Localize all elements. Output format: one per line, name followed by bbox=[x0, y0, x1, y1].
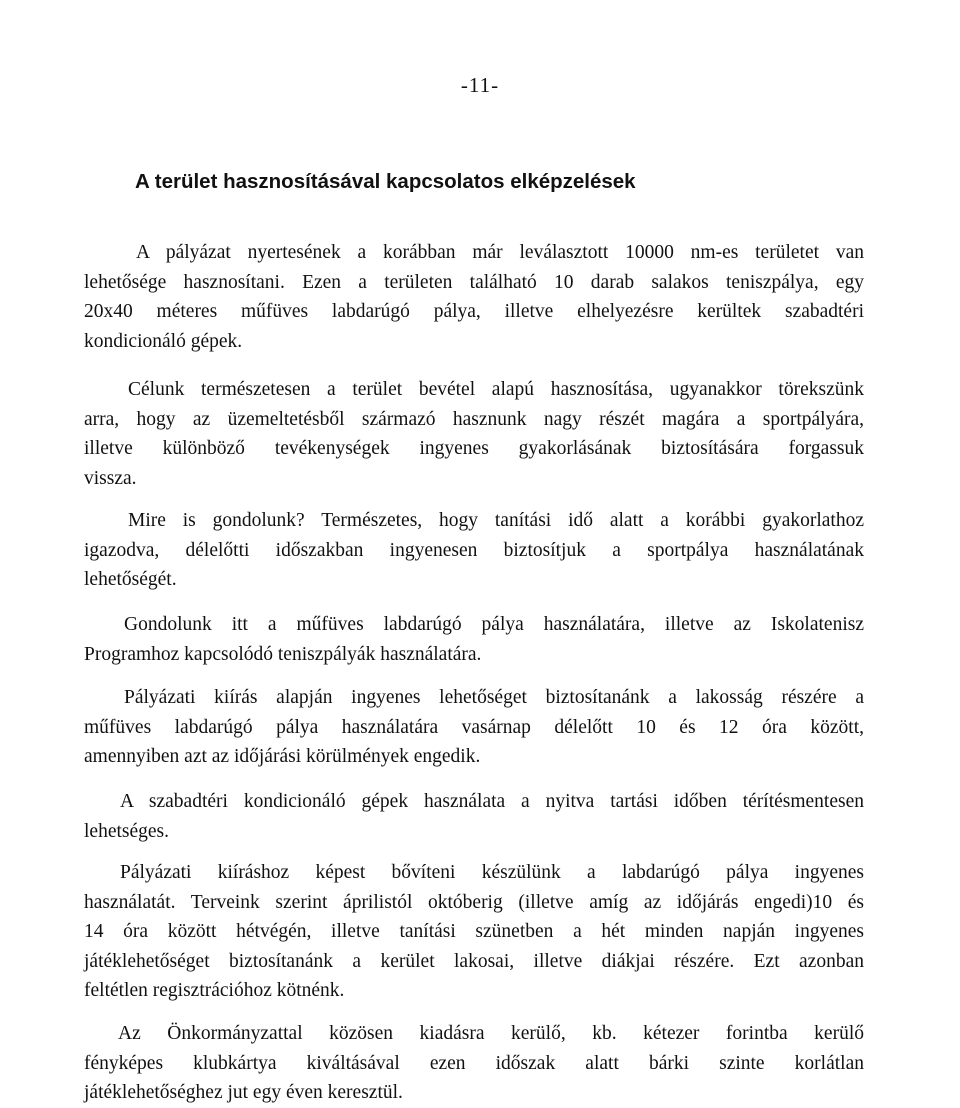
paragraph-8 bbox=[84, 1019, 864, 1108]
paragraph-line: Pályázati kiírás alapján ingyenes lehetőséget biztosítanánk a lakosság részére a bbox=[124, 687, 864, 708]
paragraph-4 bbox=[84, 610, 864, 669]
paragraph-line: Az Önkormányzattal közösen kiadásra kerülő, kb. kétezer forintba kerülő bbox=[118, 1023, 864, 1044]
paragraph-line: Célunk természetesen a terület bevétel alapú hasznosítása, ugyanakkor törekszünk bbox=[128, 379, 864, 400]
paragraph-7 bbox=[84, 858, 864, 1006]
paragraph-line: arra, hogy az üzemeltetésből származó hasznunk nagy részét magára a sportpályára, bbox=[84, 408, 864, 430]
paragraph-line: A szabadtéri kondicionáló gépek használata a nyitva tartási időben térítésmentesen bbox=[120, 791, 864, 812]
paragraph-line: játéklehetőséget biztosítanánk a kerület lakosai, illetve diákjai részére. Ezt azonban bbox=[84, 950, 864, 972]
paragraph-line: A pályázat nyertesének a korábban már leválasztott 10000 nm-es területet van bbox=[136, 242, 864, 263]
paragraph-line: használatát. Terveink szerint áprilistól októberig (illetve amíg az időjárás engedi)10 és bbox=[84, 891, 864, 913]
paragraph-line: vissza. bbox=[84, 467, 137, 489]
paragraph-6 bbox=[84, 787, 864, 846]
paragraph-2 bbox=[84, 375, 864, 493]
paragraph-5 bbox=[84, 683, 864, 772]
paragraph-line: lehetséges. bbox=[84, 820, 170, 842]
paragraph-3 bbox=[84, 506, 864, 595]
paragraph-line: feltétlen regisztrációhoz kötnénk. bbox=[84, 980, 345, 1001]
paragraph-line: illetve különböző tevékenységek ingyenes gyakorlásának biztosítására forgassuk bbox=[84, 438, 864, 459]
paragraph-line: lehetősége hasznosítani. Ezen a területen található 10 darab salakos teniszpálya, egy bbox=[84, 271, 864, 293]
section-heading: A terület hasznosításával kapcsolatos elképzelések bbox=[135, 170, 636, 193]
paragraph-line: Gondolunk itt a műfüves labdarúgó pálya használatára, illetve az Iskolatenisz bbox=[124, 614, 864, 635]
paragraph-line: Programhoz kapcsolódó teniszpályák használatára. bbox=[84, 643, 482, 665]
paragraph-line: kondicionáló gépek. bbox=[84, 330, 243, 352]
paragraph-line: Pályázati kiíráshoz képest bővíteni készülünk a labdarúgó pálya ingyenes bbox=[120, 862, 864, 883]
paragraph-line: Mire is gondolunk? Természetes, hogy tanítási idő alatt a korábbi gyakorlathoz bbox=[128, 510, 864, 531]
paragraph-line: igazodva, délelőtti időszakban ingyenesen biztosítjuk a sportpálya használatának bbox=[84, 539, 864, 561]
paragraph-line: 14 óra között hétvégén, illetve tanítási szünetben a hét minden napján ingyenes bbox=[84, 921, 864, 942]
paragraph-1 bbox=[84, 238, 864, 356]
paragraph-line: műfüves labdarúgó pálya használatára vasárnap délelőtt 10 és 12 óra között, bbox=[84, 716, 864, 738]
paragraph-line: játéklehetőséghez jut egy éven keresztül. bbox=[84, 1082, 403, 1103]
page-number: -11- bbox=[460, 73, 500, 97]
paragraph-line: amennyiben azt az időjárási körülmények engedik. bbox=[84, 746, 481, 767]
paragraph-line: lehetőségét. bbox=[84, 569, 177, 590]
paragraph-line: 20x40 méteres műfüves labdarúgó pálya, illetve elhelyezésre kerültek szabadtéri bbox=[84, 301, 864, 322]
paragraph-line: fényképes klubkártya kiváltásával ezen időszak alatt bárki szinte korlátlan bbox=[84, 1052, 864, 1074]
